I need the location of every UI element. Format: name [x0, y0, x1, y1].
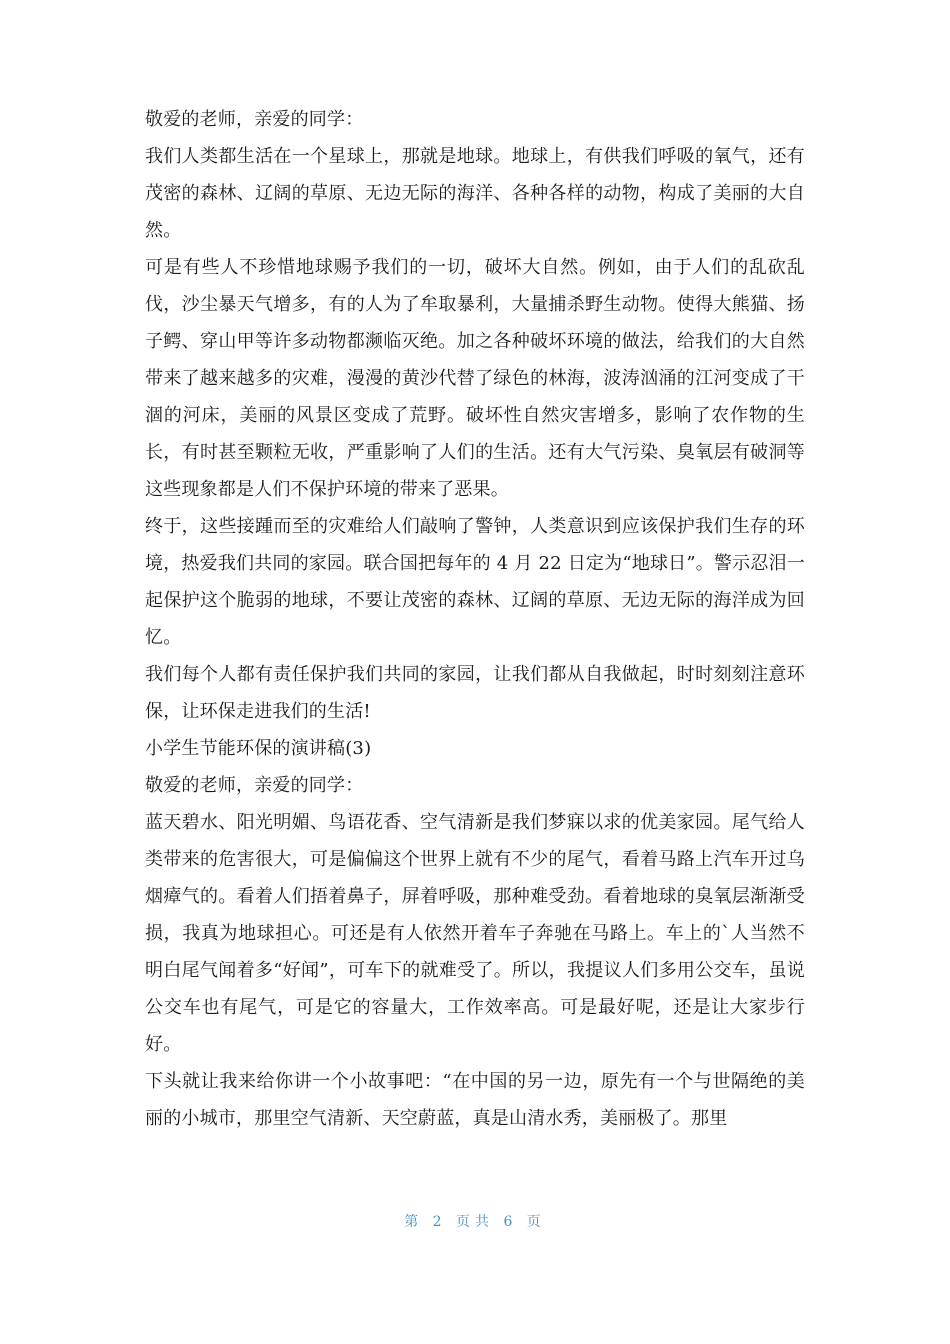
greeting: 敬爱的老师，亲爱的同学：: [145, 109, 364, 130]
document-body: [145, 101, 805, 1137]
paragraph: 下头就让我来给你讲一个小故事吧：“在中国的另一边，原先有一个与世隔绝的美丽的小城市，那里空气清新、天空蔚蓝，真是山清水秀，美丽极了。那里: [145, 1071, 805, 1129]
paragraph: 我们每个人都有责任保护我们共同的家园，让我们都从自我做起，时时刻刻注意环保，让环保走进我们的生活!: [145, 664, 805, 722]
greeting: 敬爱的老师，亲爱的同学：: [145, 775, 364, 796]
paragraph: 我们人类都生活在一个星球上，那就是地球。地球上，有供我们呼吸的氧气，还有茂密的森林、辽阔的草原、无边无际的海洋、各种各样的动物，构成了美丽的大自然。: [145, 146, 805, 241]
paragraph: 蓝天碧水、阳光明媚、鸟语花香、空气清新是我们梦寐以求的优美家园。尾气给人类带来的危害很大，可是偏偏这个世界上就有不少的尾气，看着马路上汽车开过乌烟瘴气的。看着人们捂着鼻子，屏着呼吸，那种难受劲。看着地球的臭氧层渐渐受损，我真为地球担心。可还是有人依然开着车子奔驰在马路上。车上的`人当然不明白尾气闻着多“好闻”，可车下的就难受了。所以，我提议人们多用公交车，虽说公交车也有尾气，可是它的容量大，工作效率高。可是最好呢，还是让大家步行好。: [145, 812, 805, 1055]
paragraph: 终于，这些接踵而至的灾难给人们敲响了警钟，人类意识到应该保护我们生存的环境，热爱我们共同的家园。联合国把每年的 4 月 22 日定为“地球日”。警示忍泪一起保护这个脆弱的地球，不要让茂密的森林、辽阔的草原、无边无际的海洋成为回忆。: [145, 516, 805, 648]
page-number-footer: 第 2 页共 6 页: [404, 1214, 546, 1230]
section-title: 小学生节能环保的演讲稿(3): [145, 738, 372, 759]
paragraph: 可是有些人不珍惜地球赐予我们的一切，破坏大自然。例如，由于人们的乱砍乱伐，沙尘暴天气增多，有的人为了牟取暴利，大量捕杀野生动物。使得大熊猫、扬子鳄、穿山甲等许多动物都濒临灭绝。加之各种破坏环境的做法，给我们的大自然带来了越来越多的灾难，漫漫的黄沙代替了绿色的林海，波涛汹涌的江河变成了干涸的河床，美丽的风景区变成了荒野。破坏性自然灾害增多，影响了农作物的生长，有时甚至颗粒无收，严重影响了人们的生活。还有大气污染、臭氧层有破洞等这些现象都是人们不保护环境的带来了恶果。: [145, 257, 805, 500]
